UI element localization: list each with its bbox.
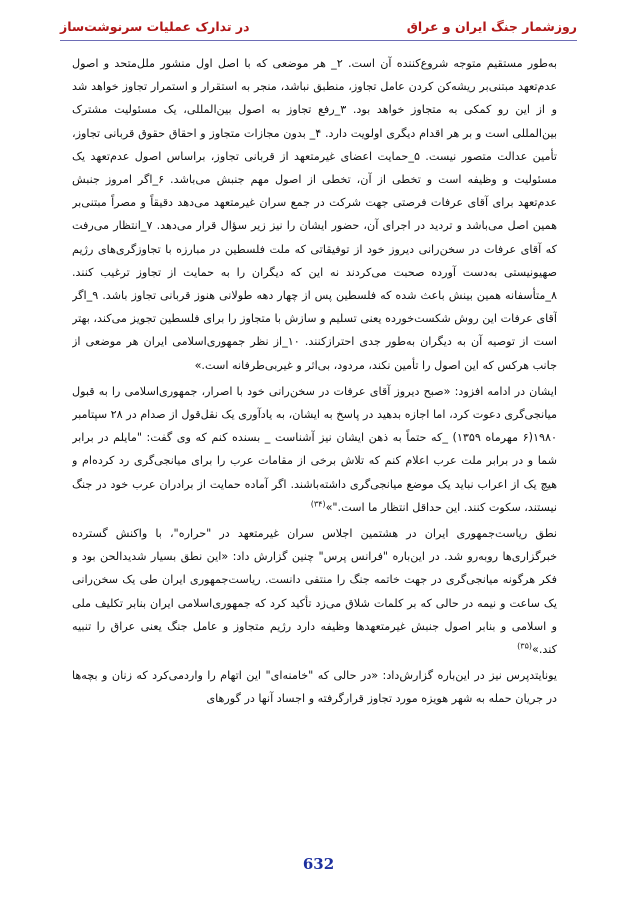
page-number: 632 <box>302 855 335 873</box>
paragraph: یونایتدپرس نیز در این‌باره گزارش‌داد: «در حالی که "خامنه‌ای" این اتهام را واردمی‌کرد که زنان و بچه‌ها در جریان حمله به شهر هویزه مورد تجاوز قرارگرفته و اجساد آنها در گورهای <box>72 669 557 706</box>
paragraph: نطق ریاست‌جمهوری ایران در هشتمین اجلاس سران غیرمتعهد در "حراره"، با واکنش گسترده خبرگزاری‌ها روبه‌رو شد. در این‌باره "فرانس پرس" چنین گزارش داد: «این نطق بسیار شدیدالحن بود و فکر هرگونه میانجی‌گری در جهت خاتمه جنگ را منتفی دانست. ریاست‌جمهوری ایران طی یک سخن‌رانی یک ساعت و نیمه در حالی که بر کلمات شلاق می‌زد تأکید کرد که جمهوری‌اسلامی ایران بنابر تکلیف ملی و اسلامی و بنابر اصول جنبش غیرمتعهدها وظیفه دارد رژیم متجاوز و عامل جنگ یعنی عراق را تنبیه کند.»$^{(۳۵)}$ <box>72 527 557 657</box>
paragraph: ایشان در ادامه افزود: «صبح دیروز آقای عرفات در سخن‌رانی خود با اصرار، جمهوری‌اسلامی را به قبول میانجی‌گری دعوت کرد، اما اجازه بدهید در پاسخ به ایشان، به یادآوری یک نقل‌قول از صدام در ۲۸ سپتامبر ۱۹۸۰(۶ مهرماه ۱۳۵۹) _که حتماً به ذهن ایشان نیز آشناست _ بسنده کنم که وی گفت: "مایلم در برابر شما و در برابر ملت عرب اعلام کنم که تلاش برخی از مقامات عرب را برای میانجی‌گری رد کرده‌ام و هیچ یک از اعراب نباید یک موضع میانجی‌گری داشته‌باشند. اگر آماده حمایت از برادران عرب خود در جنگ نیستند، سکوت کنند. این حداقل انتظار ما است."»$^{(۳۴)}$ <box>72 384 557 514</box>
chapter-title: در تدارک عملیات سرنوشت‌ساز <box>60 18 250 34</box>
body-text <box>72 52 557 842</box>
footnote-ref: (۳۴) <box>310 499 326 509</box>
header-divider <box>60 40 577 41</box>
running-header <box>60 14 577 38</box>
paragraph: به‌طور مستقیم متوجه شروع‌کننده آن است. ۲_ هر موضعی که با اصل اول منشور ملل‌متحد و اصول عدم‌تعهد مبتنی‌بر ریشه‌کن کردن عامل تجاوز، منطبق نباشد، منجر به استقرار و استمرار تجاوز خواهد شد و از این رو کمکی به متجاوز خواهد بود. ۳_رفع تجاوز به اصول بین‌المللی، یک مسئولیت مشترک بین‌المللی است و بر هر اقدام دیگری اولویت دارد. ۴_ بدون مجازات متجاوز و احقاق حقوق قربانی تجاوز، تأمین عدالت متصور نیست. ۵_حمایت اعضای غیرمتعهد از قربانی تجاوز، براساس اصول عدم‌تعهد یک مسئولیت و وظیفه است و تخطی از آن، تخطی از اصول مهم جنبش می‌باشد. ۶_اگر امروز جنبش عدم‌تعهد برای آقای عرفات فرصتی جهت شرکت در جمع سران غیرمتعهد می‌دهد دقیقاً و مصراً مبتنی‌بر همین اصل می‌باشد و تردید در اجرای آن، حضور ایشان را نیز زیر سؤال قرار می‌دهد. ۷_انتظار می‌رفت که آقای عرفات در سخن‌رانی دیروز خود از توفیقاتی که ملت فلسطین در مبارزه با تجاوزگری‌های رژیم صهیونیستی به‌دست آورده صحبت می‌کردند نه این که دیگران را به حمایت از تجاوز ترغیب کنند. ۸_متأسفانه همین بینش باعث شده که فلسطین پس از چهار دهه طولانی هنوز قربانی تجاوز باشد. ۹_اگر آقای عرفات این روش شکست‌خورده یعنی تسلیم و سازش با متجاوز را برای فلسطین تجویز می‌کند، بهتر است از توصیه آن به دیگران به‌طور جدی احترازکنند. ۱۰_از نظر جمهوری‌اسلامی ایران هر موضعی از جانب هرکس که این اصول را تأمین نکند، مردود، بی‌اثر و غیربی‌طرفانه است.» <box>72 57 557 372</box>
footnote-ref: (۳۵) <box>517 641 533 651</box>
book-title: روزشمار جنگ ایران و عراق <box>406 18 577 34</box>
